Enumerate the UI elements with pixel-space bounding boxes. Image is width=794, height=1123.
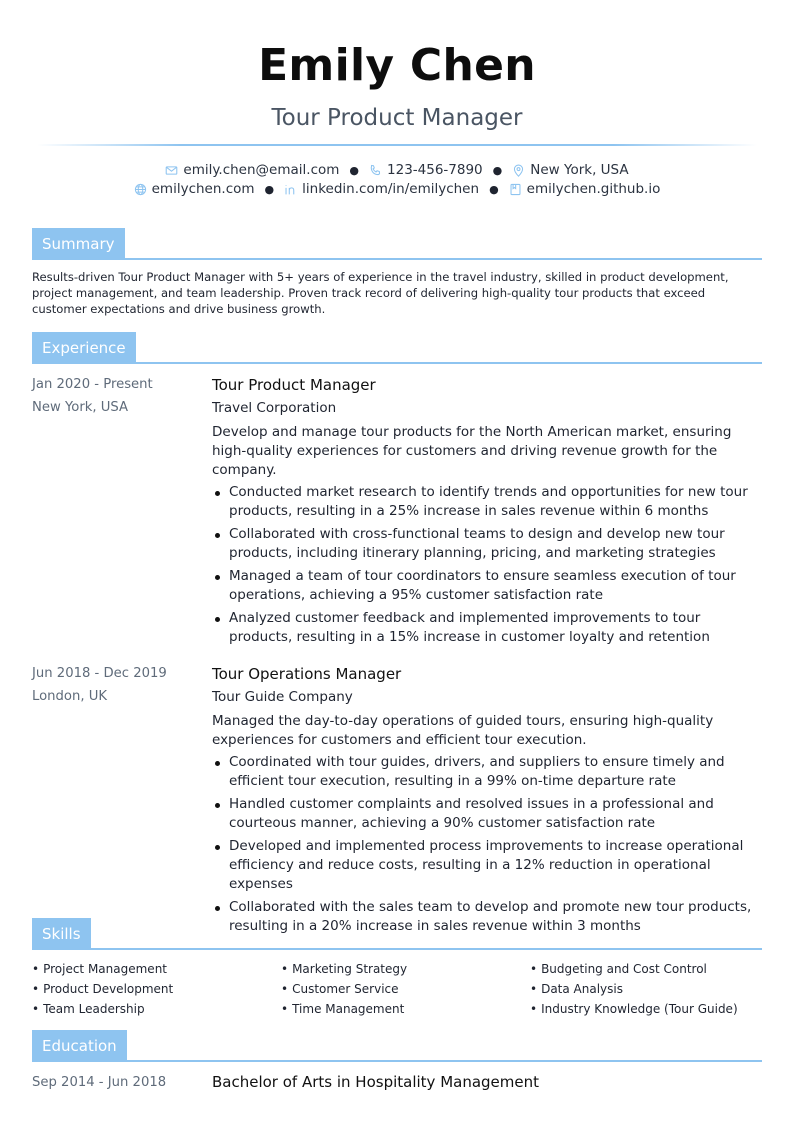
skill-item: • Team Leadership [32, 999, 281, 1019]
job-bullet: Collaborated with the sales team to develop and promote new tour products, resulting in a 20% increase in sales revenue within 3 months [212, 898, 762, 936]
section-divider [32, 948, 762, 950]
skill-item: • Product Development [32, 979, 281, 999]
phone-text: 123-456-7890 [387, 162, 483, 178]
section-divider [32, 362, 762, 364]
job-location: London, UK [32, 689, 108, 704]
job-bullet: Developed and implemented process improvements to increase operational efficiency and reduce costs, resulting in a 12% reduction in operational expenses [212, 837, 762, 894]
contact-phone[interactable] [369, 161, 483, 180]
job-bullets [212, 483, 762, 647]
job-dates: Jan 2020 - Present [32, 377, 153, 392]
linkedin-text: linkedin.com/in/emilychen [302, 181, 480, 197]
section-title: Skills [32, 918, 91, 950]
job-entry [32, 662, 762, 940]
education-heading [32, 1030, 762, 1062]
resume-header [0, 0, 794, 199]
job-bullet: Coordinated with tour guides, drivers, and suppliers to ensure timely and efficient tour execution, resulting in a 99% on-time departure rate [212, 753, 762, 791]
section-title: Summary [32, 228, 125, 260]
github-icon [509, 183, 522, 196]
contact-line-primary [0, 161, 794, 180]
skill-item: • Project Management [32, 959, 281, 979]
separator-dot: ● [349, 164, 360, 177]
contact-line-secondary [0, 180, 794, 199]
summary-section [32, 228, 762, 317]
job-description: Develop and manage tour products for the North American market, ensuring high-quality experiences for customers and driving revenue growth for the company. [212, 424, 732, 478]
contact-github[interactable] [509, 180, 661, 199]
job-bullet: Managed a team of tour coordinators to ensure seamless execution of tour operations, achieving a 95% customer satisfaction rate [212, 567, 762, 605]
header-divider [37, 144, 757, 146]
job-bullet: Analyzed customer feedback and implemented improvements to tour products, resulting in a 15% increase in customer loyalty and retention [212, 609, 762, 647]
skill-item: • Marketing Strategy [281, 959, 530, 979]
skill-item: • Customer Service [281, 979, 530, 999]
skills-heading [32, 918, 762, 950]
website-text: emilychen.com [151, 181, 255, 197]
phone-icon [369, 164, 382, 177]
experience-heading [32, 332, 762, 364]
skill-item: • Industry Knowledge (Tour Guide) [530, 999, 762, 1019]
separator-dot: ● [492, 164, 503, 177]
globe-icon [134, 183, 147, 196]
job-role: Tour Operations Manager [212, 665, 402, 683]
job-meta [32, 662, 212, 940]
job-dates: Jun 2018 - Dec 2019 [32, 666, 167, 681]
skill-item: • Data Analysis [530, 979, 762, 999]
section-divider [32, 258, 762, 260]
section-divider [32, 1060, 762, 1062]
education-degree: Bachelor of Arts in Hospitality Management [212, 1073, 540, 1091]
skills-section [32, 918, 762, 1019]
location-pin-icon [512, 164, 525, 177]
experience-section [32, 332, 762, 940]
job-location: New York, USA [32, 400, 129, 415]
contact-email[interactable] [165, 161, 339, 180]
job-bullet: Collaborated with cross-functional teams to design and develop new tour products, including itinerary planning, pricing, and marketing strategies [212, 525, 762, 563]
skill-item: • Time Management [281, 999, 530, 1019]
job-bullet: Conducted market research to identify trends and opportunities for new tour products, resulting in a 25% increase in sales revenue within 6 months [212, 483, 762, 521]
contact-linkedin[interactable] [284, 180, 479, 199]
separator-dot: ● [489, 183, 499, 196]
job-entry [32, 373, 762, 651]
github-text: emilychen.github.io [526, 181, 661, 197]
section-title: Education [32, 1030, 127, 1062]
mail-icon [165, 164, 178, 177]
education-entry [32, 1071, 762, 1094]
skill-item: • Budgeting and Cost Control [530, 959, 762, 979]
email-text: emily.chen@email.com [183, 162, 340, 178]
job-description: Managed the day-to-day operations of guided tours, ensuring high-quality experiences for customers and efficient tour execution. [212, 713, 714, 748]
education-dates: Sep 2014 - Jun 2018 [32, 1075, 167, 1090]
job-company: Tour Guide Company [212, 689, 353, 705]
summary-heading [32, 228, 762, 260]
job-company: Travel Corporation [212, 400, 337, 416]
linkedin-icon [284, 183, 297, 196]
job-details [212, 373, 762, 651]
job-meta [32, 373, 212, 651]
contact-website[interactable] [134, 180, 255, 199]
candidate-title: Tour Product Manager [271, 105, 523, 131]
job-details [212, 662, 762, 940]
separator-dot: ● [264, 183, 275, 196]
location-text: New York, USA [530, 162, 629, 178]
candidate-name: Emily Chen [258, 40, 536, 91]
contact-location [512, 161, 628, 180]
summary-text: Results-driven Tour Product Manager with 5+ years of experience in the travel industry, skilled in product development, project management, and team leadership. Proven track record of delivering high-quality tour products that exceed customer expectations and drive business growth. [32, 270, 729, 316]
job-bullets [212, 753, 762, 936]
job-bullet: Handled customer complaints and resolved issues in a professional and courteous manner, achieving a 90% customer satisfaction rate [212, 795, 762, 833]
skills-list [32, 959, 762, 1019]
education-section [32, 1030, 762, 1094]
job-role: Tour Product Manager [212, 376, 376, 394]
section-title: Experience [32, 332, 136, 364]
